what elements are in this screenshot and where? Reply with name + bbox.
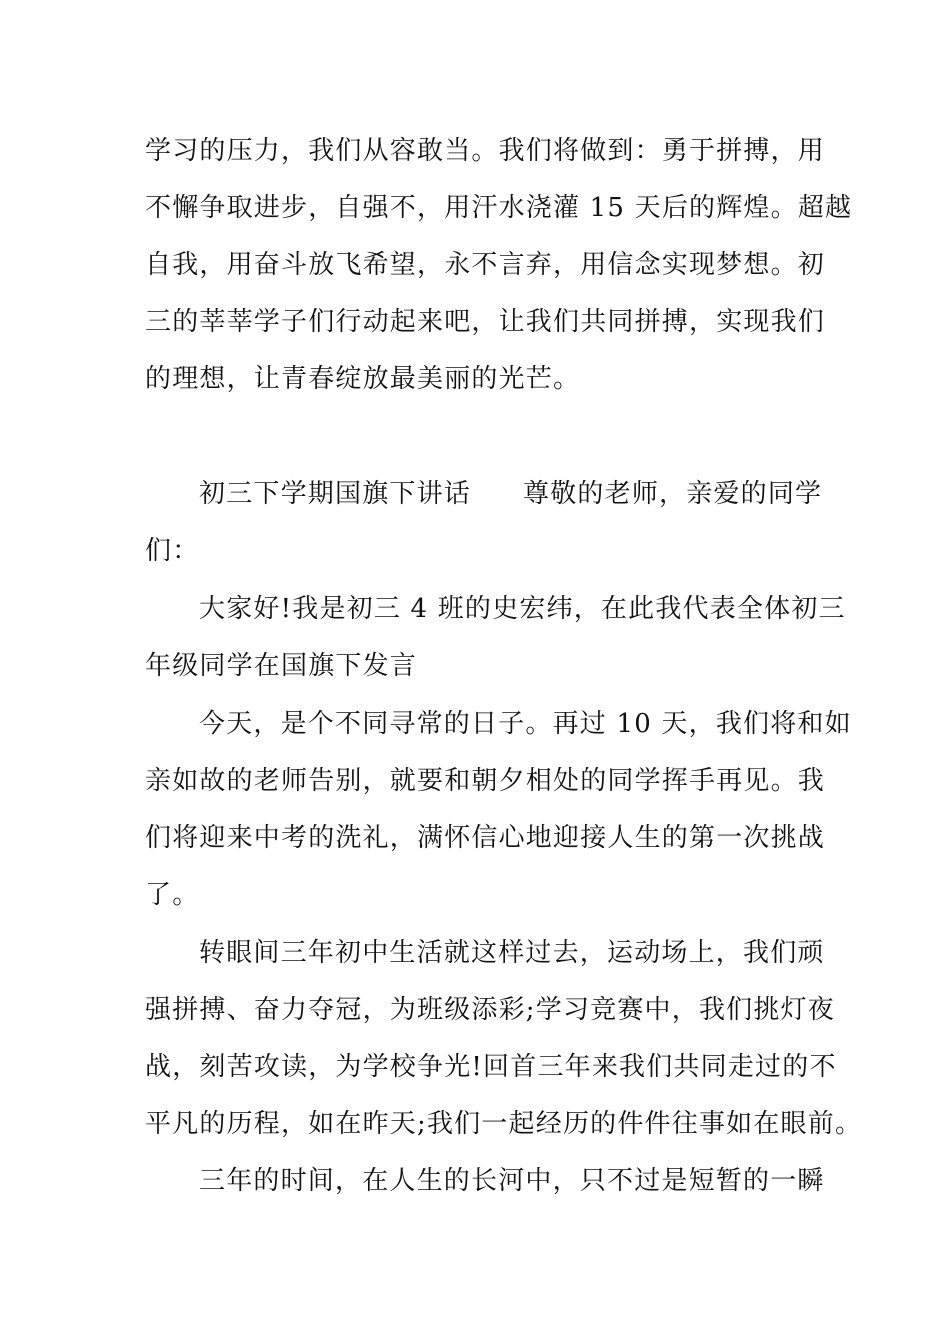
paragraph-line: 三的莘莘学子们行动起来吧，让我们共同拼搏，实现我们 bbox=[145, 307, 826, 337]
speech-heading-line bbox=[145, 466, 823, 523]
speech-greeting: 尊敬的老师，亲爱的同学 bbox=[523, 479, 823, 509]
paragraph-line: 自我，用奋斗放飞希望，永不言弃，用信念实现梦想。初 bbox=[145, 250, 826, 280]
paragraph-4 bbox=[145, 925, 863, 1153]
paragraph-line: 平凡的历程，如在昨天;我们一起经历的件件往事如在眼前。 bbox=[145, 1109, 863, 1139]
paragraph-line: 亲如故的老师告别，就要和朝夕相处的同学挥手再见。我 bbox=[145, 766, 826, 796]
paragraph-1 bbox=[145, 123, 853, 408]
paragraph-line: 今天，是个不同寻常的日子。再过 10 天，我们将和如 bbox=[199, 709, 852, 739]
paragraph-line: 们将迎来中考的洗礼，满怀信心地迎接人生的第一次挑战 bbox=[145, 823, 826, 853]
speech-title: 初三下学期国旗下讲话 bbox=[199, 479, 472, 509]
paragraph-line: 了。 bbox=[145, 880, 200, 910]
paragraph-line: 强拼搏、奋力夺冠，为班级添彩;学习竞赛中，我们挑灯夜 bbox=[145, 995, 835, 1025]
paragraph-3 bbox=[145, 696, 852, 924]
paragraph-line: 大家好!我是初三 4 班的史宏纬，在此我代表全体初三 bbox=[199, 594, 846, 624]
paragraph-2 bbox=[145, 581, 846, 695]
paragraph-5 bbox=[145, 1153, 825, 1210]
paragraph-line: 不懈争取进步，自强不，用汗水浇灌 15 天后的辉煌。超越 bbox=[145, 193, 853, 223]
speech-greeting-continued: 们： bbox=[145, 536, 200, 566]
paragraph-line: 三年的时间，在人生的长河中，只不过是短暂的一瞬 bbox=[199, 1166, 825, 1196]
paragraph-line: 学习的压力，我们从容敢当。我们将做到：勇于拼搏，用 bbox=[145, 136, 826, 166]
paragraph-line: 的理想，让青春绽放最美丽的光芒。 bbox=[145, 364, 581, 394]
paragraph-line: 转眼间三年初中生活就这样过去，运动场上，我们顽 bbox=[199, 938, 825, 968]
speech-heading-section bbox=[145, 466, 823, 580]
paragraph-line: 年级同学在国旗下发言 bbox=[145, 651, 418, 681]
paragraph-line: 战，刻苦攻读，为学校争光!回首三年来我们共同走过的不 bbox=[145, 1052, 837, 1082]
